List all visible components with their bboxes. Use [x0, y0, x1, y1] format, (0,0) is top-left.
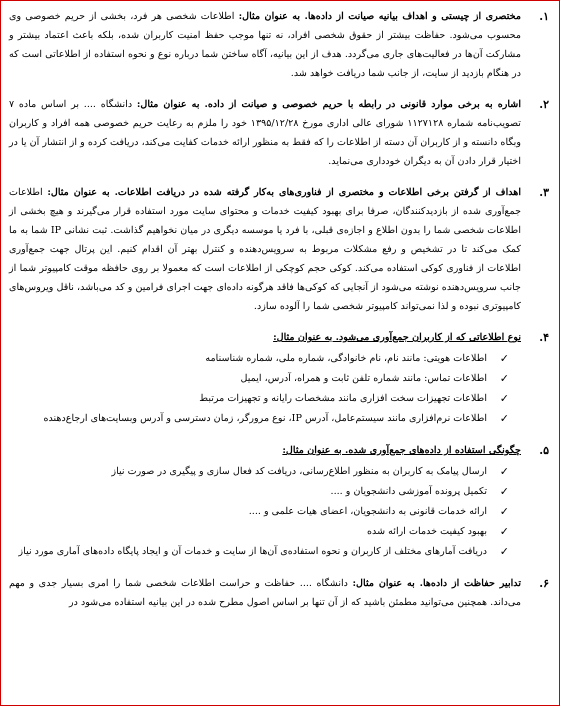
checkmark-icon: ✓	[499, 352, 509, 365]
section-2	[9, 95, 549, 171]
list-item: ✓ دریافت آمارهای مختلف از کاربران و نحوه استفاده‌ی آن‌ها از سایت و خدمات آن و ایجاد پایگاه داده‌های آماری مورد نیاز	[9, 542, 509, 562]
list-item: ✓ بهبود کیفیت خدمات ارائه شده	[9, 522, 509, 542]
list-item: ✓ اطلاعات نرم‌افزاری مانند سیستم‌عامل، آدرس IP، نوع مرورگر، زمان دسترسی و آدرس وبسایت‌های ارجاع‌دهنده	[9, 409, 509, 429]
section-number: ۲.	[539, 98, 549, 111]
checkmark-icon: ✓	[499, 505, 509, 518]
section-body: اطلاعات جمع‌آوری شده از بازدیدکنندگان، صرفا برای بهبود کیفیت خدمات و محتوای سایت مورد استفاده قرار می‌گیرند و هیچ بخشی از اطلاعات شخصی شما را بدون اطلاع و اجازه‌ی قبلی، با فرد یا موسسه دیگری در میان نخواهیم گذاشت. ثبت نشانی IP شما به ما کمک می‌کند تا در تشخیص و رفع مشکلات مربوط به سرویس‌دهنده و کنترل بهتر آن اقدام کنیم. این پرتال جهت جمع‌آوری اطلاعات از فناوری کوکی استفاده می‌کند. کوکی حجم کوچکی از اطلاعات است که معمولا بر روی حافظه موقت کامپیوتر شما از جانب سرویس‌دهنده نوشته می‌شود از آنجایی که کوکی‌ها فاقد هرگونه داده‌ای جهت اجرای فرامین و کد می‌باشد، ناقل ویروس‌های کامپیوتری نبوده و لذا نمی‌تواند کامپیوتر شخصی شما را آلوده سازد.	[9, 187, 521, 312]
checkmark-icon: ✓	[499, 545, 509, 558]
section-number: ۱.	[539, 10, 549, 23]
list-item: ✓ اطلاعات تماس: مانند شماره تلفن ثابت و همراه، آدرس، ایمیل	[9, 369, 509, 389]
section-paragraph	[9, 95, 521, 171]
list-item: ✓ ارسال پیامک به کاربران به منظور اطلاع‌رسانی، دریافت کد فعال سازی و پیگیری در صورت نیاز	[9, 462, 509, 482]
section-number: ۳.	[539, 186, 549, 199]
list-item: ✓ ارائه خدمات قانونی به دانشجویان، اعضای هیات علمی و ....	[9, 502, 509, 522]
checklist	[9, 462, 521, 562]
checkmark-icon: ✓	[499, 392, 509, 405]
section-heading: تدابیر حفاظت از داده‌ها. به عنوان مثال:	[352, 578, 521, 589]
document-content	[1, 1, 559, 612]
section-3	[9, 183, 549, 316]
section-heading: نوع اطلاعاتی که از کاربران جمع‌آوری می‌شود. به عنوان مثال:	[273, 332, 521, 343]
checklist	[9, 349, 521, 429]
section-number: ۶.	[539, 577, 549, 590]
section-paragraph	[9, 574, 521, 612]
section-heading: مختصری از چیستی و اهداف بیانیه صیانت از داده‌ها. به عنوان مثال:	[238, 11, 521, 22]
section-body: دانشگاه .... حفاظت و حراست اطلاعات شخصی شما را امری بسیار جدی و مهم می‌داند. همچنین می‌توانید مطمئن باشید که از آن تنها بر اساس اصول مطرح شده در این بیانیه استفاده می‌شود در	[9, 578, 521, 608]
list-item: ✓ اطلاعات تجهیزات سخت افزاری مانند مشخصات رایانه و تجهیزات مرتبط	[9, 389, 509, 409]
section-1	[9, 7, 549, 83]
section-heading: اهداف از گرفتن برخی اطلاعات و مختصری از فناوری‌های به‌کار گرفته شده در دریافت اطلاعات. به عنوان مثال:	[47, 187, 521, 198]
checkmark-icon: ✓	[499, 485, 509, 498]
checkmark-icon: ✓	[499, 412, 509, 425]
checkmark-icon: ✓	[499, 372, 509, 385]
section-heading: چگونگی استفاده از داده‌های جمع‌آوری شده. به عنوان مثال:	[282, 445, 521, 456]
section-5	[9, 441, 549, 562]
checkmark-icon: ✓	[499, 525, 509, 538]
section-heading: اشاره به برخی موارد قانونی در رابطه با حریم خصوصی و صیانت از داده. به عنوان مثال:	[136, 99, 522, 110]
section-number: ۴.	[539, 331, 549, 344]
section-paragraph	[9, 7, 521, 83]
section-body: اطلاعات شخصی هر فرد، بخشی از حریم خصوصی وی محسوب می‌شود. حفاظت بیشتر از حقوق شخصی افراد، نه تنها موجب حفظ امنیت کاربران شده، بلکه باعث اعتماد بیشتر و مشارکت آن‌ها در فعالیت‌های جاری می‌گردد. هدف از این بیانیه، آگاه ساختن شما درباره نوع و نحوه استفاده از اطلاعاتی است که در هنگام بازدید از سایت، از جانب شما دریافت خواهد شد.	[9, 11, 521, 79]
checkmark-icon: ✓	[499, 465, 509, 478]
section-6	[9, 574, 549, 612]
list-item: ✓ تکمیل پرونده آموزشی دانشجویان و ....	[9, 482, 509, 502]
section-4	[9, 328, 549, 429]
section-number: ۵.	[539, 444, 549, 457]
section-body: دانشگاه .... بر اساس ماده ۷ تصویب‌نامه شماره ۱۱۲۷۱۲۸ شورای عالی اداری مورخ ۱۳۹۵/۱۲/۲۸ خود را ملزم به رعایت حریم خصوصی همه افراد و کاربران وبگاه دانسته و از کاربران آن دسته از اطلاعات را که فقط به منظور ارائه خدمات کفایت می‌کند، دریافت کرده و از انتشار آن یا در اختیار قرار دادن آن به دیگران خودداری می‌نماید.	[9, 99, 521, 167]
section-paragraph	[9, 183, 521, 316]
list-item: ✓ اطلاعات هویتی: مانند نام، نام خانوادگی، شماره ملی، شماره شناسنامه	[9, 349, 509, 369]
